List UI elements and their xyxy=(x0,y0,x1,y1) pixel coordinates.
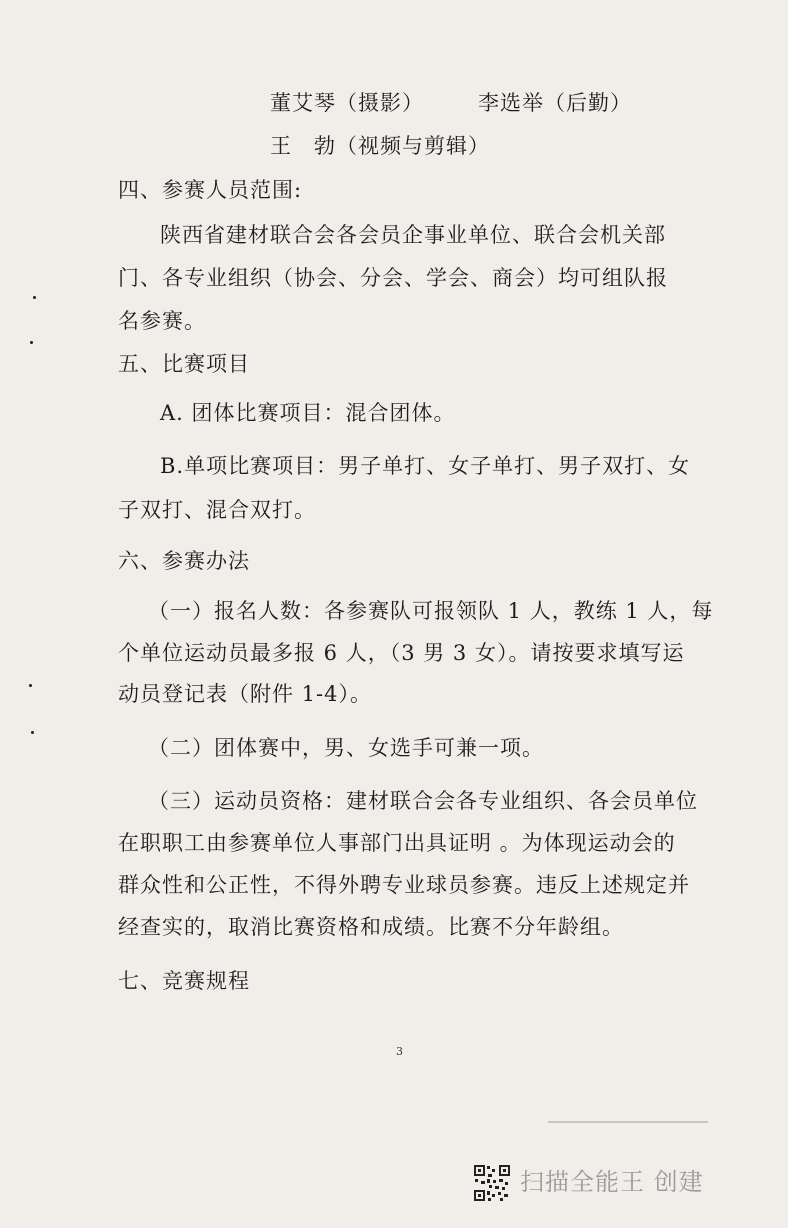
staff-li: 李选举（后勤） xyxy=(478,91,632,115)
section6-item3: （三）运动员资格：建材联合会各专业组织、各会员单位 xyxy=(148,789,698,813)
section6-item1: （一）报名人数：各参赛队可报领队 1 人，教练 1 人，每 xyxy=(148,599,714,623)
staff-dong: 董艾琴（摄影） xyxy=(270,91,424,115)
section6-item2: （二）团体赛中，男、女选手可兼一项。 xyxy=(148,736,544,760)
page-number: 3 xyxy=(396,1045,403,1058)
qr-code-icon xyxy=(473,1164,511,1202)
section6-item3: 经查实的，取消比赛资格和成绩。比赛不分年龄组。 xyxy=(118,915,624,939)
section6-item3: 在职职工由参赛单位人事部门出具证明 。为体现运动会的 xyxy=(118,831,676,855)
section4-line: 门、各专业组织（协会、分会、学会、商会）均可组队报 xyxy=(118,266,668,290)
section4-line: 陕西省建材联合会各会员企事业单位、联合会机关部 xyxy=(160,223,666,247)
section6-heading: 六、参赛办法 xyxy=(118,549,250,573)
section7-heading: 七、竞赛规程 xyxy=(118,969,250,993)
section6-item1: 动员登记表（附件 1-4）。 xyxy=(118,682,372,706)
section4-line: 名参赛。 xyxy=(118,309,206,333)
section5-heading: 五、比赛项目 xyxy=(118,352,250,376)
section4-heading: 四、参赛人员范围: xyxy=(118,178,303,202)
scan-speck xyxy=(31,731,34,734)
staff-wang: 王 勃（视频与剪辑） xyxy=(270,134,490,158)
section5-item-a: A. 团体比赛项目：混合团体。 xyxy=(160,401,456,425)
scan-speck xyxy=(30,341,33,344)
scan-edge-line xyxy=(548,1121,708,1123)
scan-speck xyxy=(33,296,36,299)
section5-item-b: B.单项比赛项目：男子单打、女子单打、男子双打、女 xyxy=(160,454,691,478)
scan-speck xyxy=(29,684,32,687)
section6-item3: 群众性和公正性，不得外聘专业球员参赛。违反上述规定并 xyxy=(118,873,690,897)
watermark-text: 扫描全能王 创建 xyxy=(520,1168,704,1196)
section5-item-b: 子双打、混合双打。 xyxy=(118,498,316,522)
section6-item1: 个单位运动员最多报 6 人，（3 男 3 女）。请按要求填写运 xyxy=(118,641,685,665)
